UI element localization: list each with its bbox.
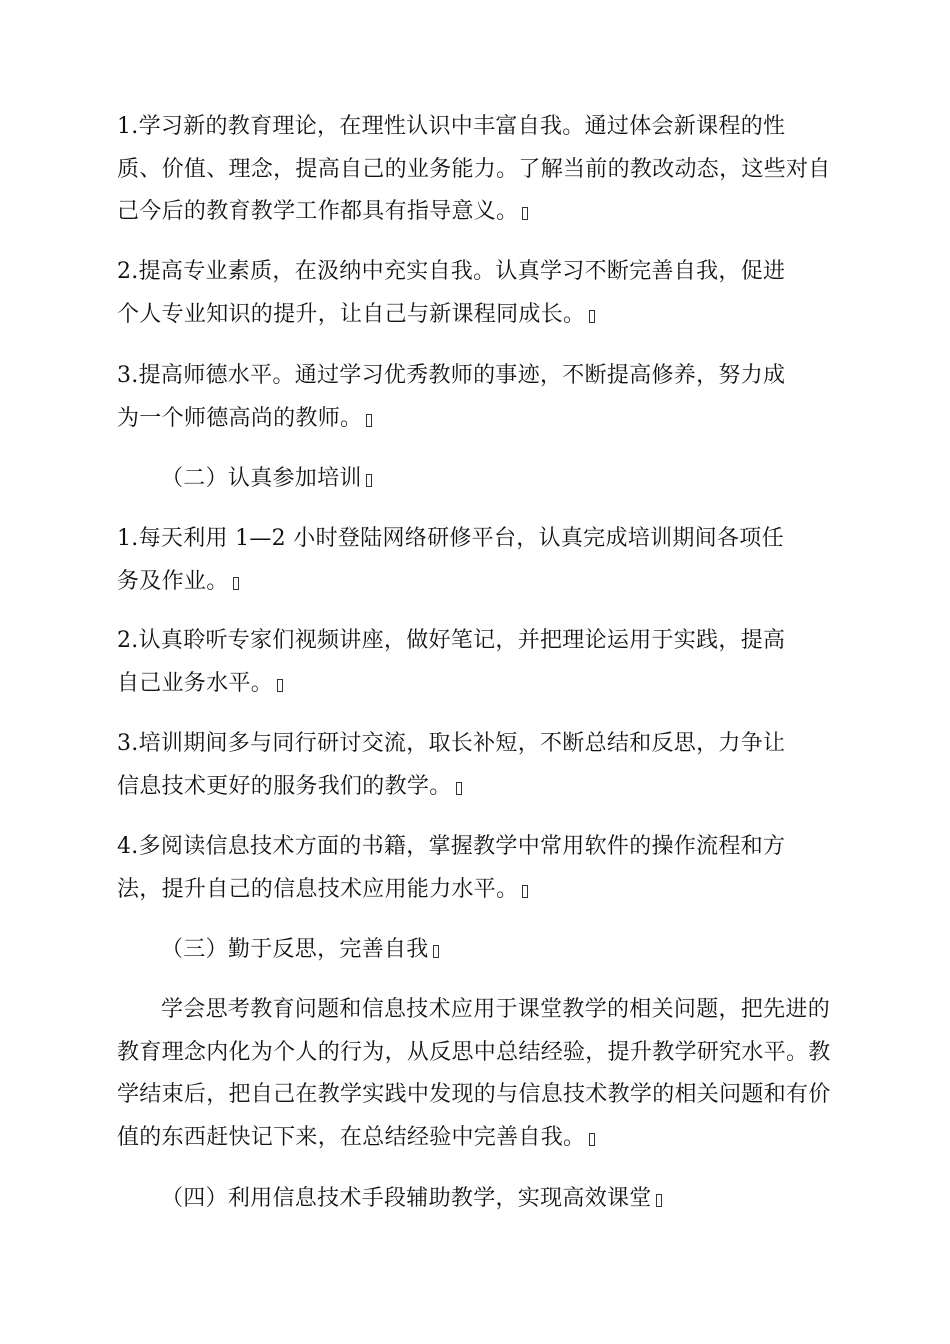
paragraph-line: 3.提高师德水平。通过学习优秀教师的事迹，不断提高修养，努力成 <box>117 363 786 388</box>
paragraph-end-mark <box>522 207 528 220</box>
paragraph-end-mark <box>456 782 462 795</box>
paragraph-line: 法，提升自己的信息技术应用能力水平。 <box>117 876 519 902</box>
paragraph-line: 质、价值、理念，提高自己的业务能力。了解当前的教改动态，这些对自 <box>117 156 831 182</box>
paragraph-peer-exchange <box>117 723 833 808</box>
paragraph-end-mark <box>277 679 283 692</box>
paragraph-end-mark <box>366 474 372 487</box>
paragraph-line: 3.培训期间多与同行研讨交流，取长补短，不断总结和反思，力争让 <box>117 731 786 756</box>
heading-text: （四）利用信息技术手段辅助教学，实现高效课堂 <box>161 1186 652 1211</box>
paragraph-line: 自己业务水平。 <box>117 670 274 696</box>
paragraph-teacher-ethics <box>117 355 833 440</box>
paragraph-expert-lectures <box>117 620 833 705</box>
paragraph-line: 教育理念内化为个人的行为，从反思中总结经验，提升教学研究水平。教 <box>117 1039 831 1065</box>
paragraph-end-mark <box>589 310 595 323</box>
paragraph-line: 学会思考教育问题和信息技术应用于课堂教学的相关问题，把先进的 <box>161 997 831 1022</box>
paragraph-end-mark <box>433 945 439 958</box>
paragraph-line: 信息技术更好的服务我们的教学。 <box>117 773 452 799</box>
paragraph-end-mark <box>522 885 528 898</box>
paragraph-professional-quality <box>117 251 833 336</box>
paragraph-end-mark <box>589 1133 595 1146</box>
heading-text: （三）勤于反思，完善自我 <box>161 937 429 962</box>
paragraph-line: 2.提高专业素质，在汲纳中充实自我。认真学习不断完善自我，促进 <box>117 259 786 284</box>
paragraph-line: 1.学习新的教育理论，在理性认识中丰富自我。通过体会新课程的性 <box>117 114 786 139</box>
paragraph-line: 2.认真聆听专家们视频讲座，做好笔记，并把理论运用于实践，提高 <box>117 628 786 653</box>
heading-text: （二）认真参加培训 <box>161 466 362 491</box>
paragraph-reading-books <box>117 826 833 911</box>
paragraph-line: 务及作业。 <box>117 568 229 594</box>
paragraph-line: 为一个师德高尚的教师。 <box>117 405 363 431</box>
paragraph-line: 4.多阅读信息技术方面的书籍，掌握教学中常用软件的操作流程和方 <box>117 834 786 859</box>
paragraph-theory-study <box>117 106 833 234</box>
section-heading-efficient-classroom <box>161 1178 662 1221</box>
paragraph-line: 1.每天利用 1—2 小时登陆网络研修平台，认真完成培训期间各项任 <box>117 526 784 551</box>
section-heading-reflection <box>161 929 439 972</box>
paragraph-line: 学结束后，把自己在教学实践中发现的与信息技术教学的相关问题和有价 <box>117 1082 831 1107</box>
section-heading-training <box>161 458 372 501</box>
paragraph-line: 值的东西赶快记下来，在总结经验中完善自我。 <box>117 1124 586 1150</box>
paragraph-end-mark <box>233 577 239 590</box>
paragraph-line: 己今后的教育教学工作都具有指导意义。 <box>117 199 519 224</box>
paragraph-line: 个人专业知识的提升，让自己与新课程同成长。 <box>117 301 586 327</box>
paragraph-end-mark <box>366 414 372 427</box>
paragraph-reflection-body <box>117 989 833 1159</box>
paragraph-online-platform <box>117 518 833 603</box>
paragraph-end-mark <box>656 1194 662 1207</box>
